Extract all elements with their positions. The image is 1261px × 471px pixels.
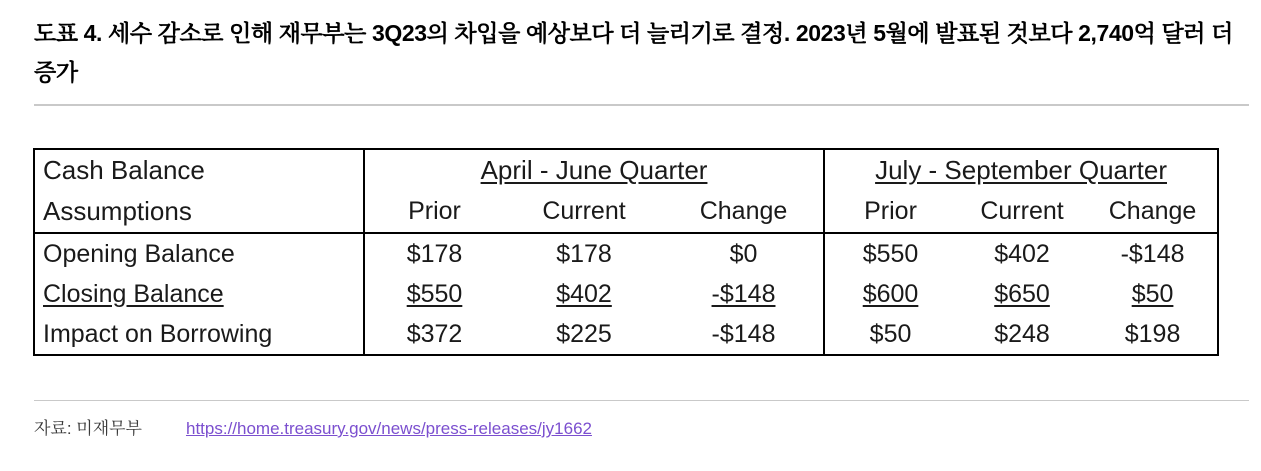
- row-label-opening-balance: Opening Balance: [43, 239, 235, 268]
- caption-divider: [34, 104, 1249, 106]
- source-line: [34, 414, 592, 439]
- table-header-group-row: [34, 149, 1218, 190]
- opening-balance-q3-prior: $550: [824, 233, 956, 274]
- opening-balance-q3-change: -$148: [1120, 239, 1185, 268]
- group-header-q3-label: July - September Quarter: [875, 154, 1167, 185]
- table-title-line2: Assumptions: [43, 195, 192, 226]
- closing-balance-q3-prior: $600: [824, 274, 956, 314]
- opening-balance-q3-current: $402: [994, 239, 1050, 268]
- subheader-q3-current: Current: [980, 196, 1064, 225]
- footer-divider: [34, 400, 1249, 401]
- subheader-q3-prior: Prior: [824, 190, 956, 233]
- row-label-closing-balance: Closing Balance: [43, 279, 224, 308]
- impact-q3-current: $248: [994, 319, 1050, 348]
- table-row: [34, 233, 1218, 274]
- figure-caption: 도표 4. 세수 감소로 인해 재무부는 3Q23의 차입을 예상보다 더 늘리기로 결정. 2023년 5월에 발표된 것보다 2,740억 달러 더 증가: [34, 20, 1233, 85]
- opening-balance-q2-prior: $178: [364, 233, 504, 274]
- opening-balance-q2-current: $178: [556, 239, 612, 268]
- subheader-q2-change: Change: [699, 196, 788, 225]
- closing-balance-q3-change: $50: [1131, 279, 1174, 308]
- group-header-q2-label: April - June Quarter: [480, 154, 708, 185]
- group-header-q2: [364, 149, 824, 190]
- impact-q2-prior: $372: [364, 314, 504, 355]
- cash-balance-table: [33, 148, 1219, 356]
- opening-balance-q2-change: $0: [729, 239, 758, 268]
- source-link[interactable]: https://home.treasury.gov/news/press-releases/jy1662: [185, 419, 592, 438]
- closing-balance-q2-change: -$148: [711, 279, 776, 308]
- cash-balance-table-wrapper: [33, 148, 1217, 356]
- impact-q3-change: $198: [1124, 319, 1181, 348]
- impact-q2-change: -$148: [711, 319, 776, 348]
- impact-q3-prior: $50: [824, 314, 956, 355]
- closing-balance-q3-current: $650: [994, 279, 1050, 308]
- impact-q2-current: $225: [556, 319, 612, 348]
- subheader-q3-change: Change: [1108, 196, 1197, 225]
- source-label: 자료: 미재무부: [34, 419, 142, 438]
- table-row: [34, 314, 1218, 355]
- closing-balance-q2-current: $402: [556, 279, 612, 308]
- subheader-q2-prior: Prior: [364, 190, 504, 233]
- group-header-q3: [824, 149, 1218, 190]
- row-label-impact-on-borrowing: Impact on Borrowing: [43, 319, 273, 348]
- closing-balance-q2-prior: $550: [364, 274, 504, 314]
- table-title-line1: Cash Balance: [43, 154, 205, 185]
- table-row: [34, 274, 1218, 314]
- table-subheader-row: [34, 190, 1218, 233]
- subheader-q2-current: Current: [542, 196, 626, 225]
